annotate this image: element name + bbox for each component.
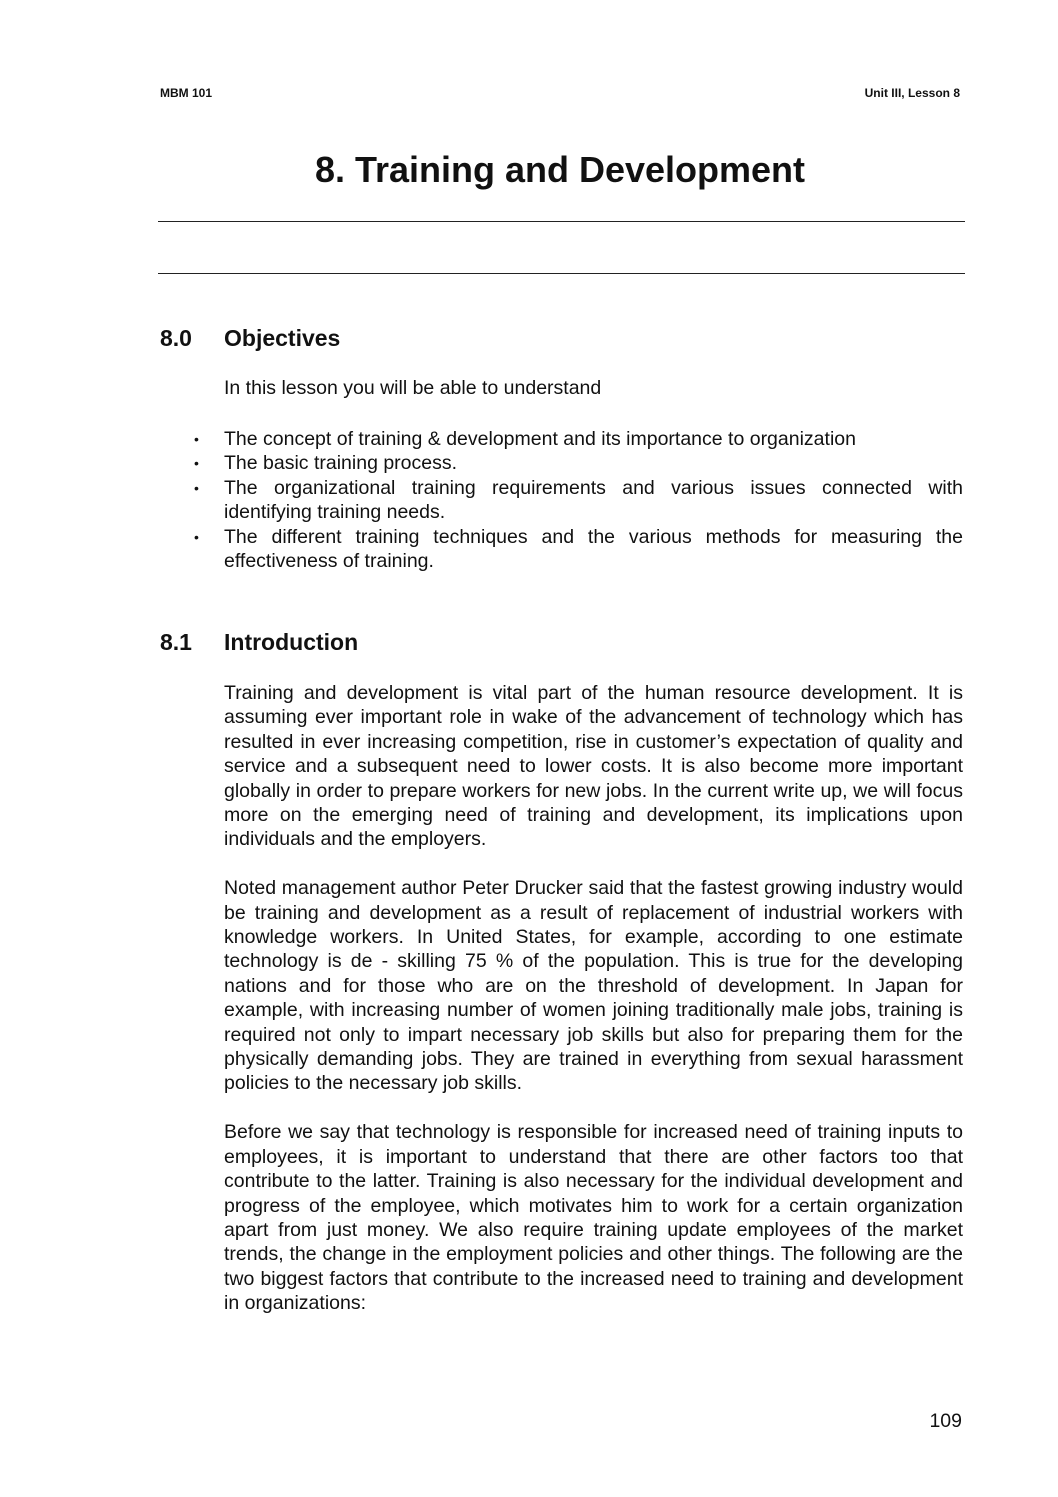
page-header-right: Unit III, Lesson 8 (864, 86, 960, 100)
introduction-body (224, 681, 963, 1316)
list-item (194, 525, 963, 574)
page-number: 109 (929, 1410, 962, 1432)
section-number: 8.0 (160, 325, 192, 351)
bullet-icon: • (194, 479, 199, 496)
section-heading-objectives (160, 323, 340, 353)
section-number: 8.1 (160, 629, 192, 655)
list-item-text: The basic training process. (224, 452, 458, 475)
page-header-left: MBM 101 (160, 86, 213, 100)
section-title: Introduction (224, 629, 359, 655)
bullet-icon: • (194, 431, 199, 447)
list-item-text: The organizational training requirements and various issues connected with identifying training needs. (224, 476, 963, 524)
paragraph: Noted management author Peter Drucker said that the fastest growing industry would be training and development as a result of replacement of industrial workers with knowledge workers. In United States, for example, according to one estimate technology is de - skilling 75 % of the population. This is true for the developing nations and for those who are on the threshold of development. In Japan for example, with increasing number of women joining traditionally male jobs, training is required not only to impart necessary job skills but also for preparing them for the physically demanding jobs. They are trained in everything from sexual harassment policies to the necessary job skills. (224, 877, 963, 1095)
list-item-text: The concept of training & development and its importance to organization (224, 428, 856, 450)
bullet-icon: • (194, 528, 199, 545)
paragraph: Before we say that technology is responsible for increased need of training inputs to employees, it is important to understand that there are other factors too that contribute to the latter. Training is also necessary for the individual development and progress of the employee, which motivates him to work for a certain organization apart from just money. We also require training update employees of the market trends, the change in the employment policies and other things. The following are the two biggest factors that contribute to the increased need to training and development in organizations: (224, 1121, 963, 1315)
list-item (194, 476, 963, 525)
title-rule-top (158, 221, 965, 222)
chapter-title: 8. Training and Development (314, 149, 806, 190)
title-rule-bottom (158, 273, 965, 274)
list-item (194, 427, 963, 451)
objectives-intro-text: In this lesson you will be able to understand (224, 377, 602, 399)
list-item (194, 451, 963, 475)
list-item-text: The different training techniques and the various methods for measuring the effectiveness of training. (224, 525, 963, 573)
section-title: Objectives (224, 325, 341, 351)
objectives-list (194, 427, 963, 573)
paragraph: Training and development is vital part of the human resource development. It is assuming ever important role in wake of the advancement of technology which has resulted in ever increasing competition, rise in customer’s expectation of quality and service and a subsequent need to lower costs. It is also become more important globally in order to prepare workers for new jobs. In the current write up, we will focus more on the emerging need of training and development, its implications upon individuals and the employers. (224, 682, 963, 851)
bullet-icon: • (194, 455, 199, 472)
objectives-intro (224, 376, 963, 400)
section-heading-introduction (160, 627, 358, 657)
